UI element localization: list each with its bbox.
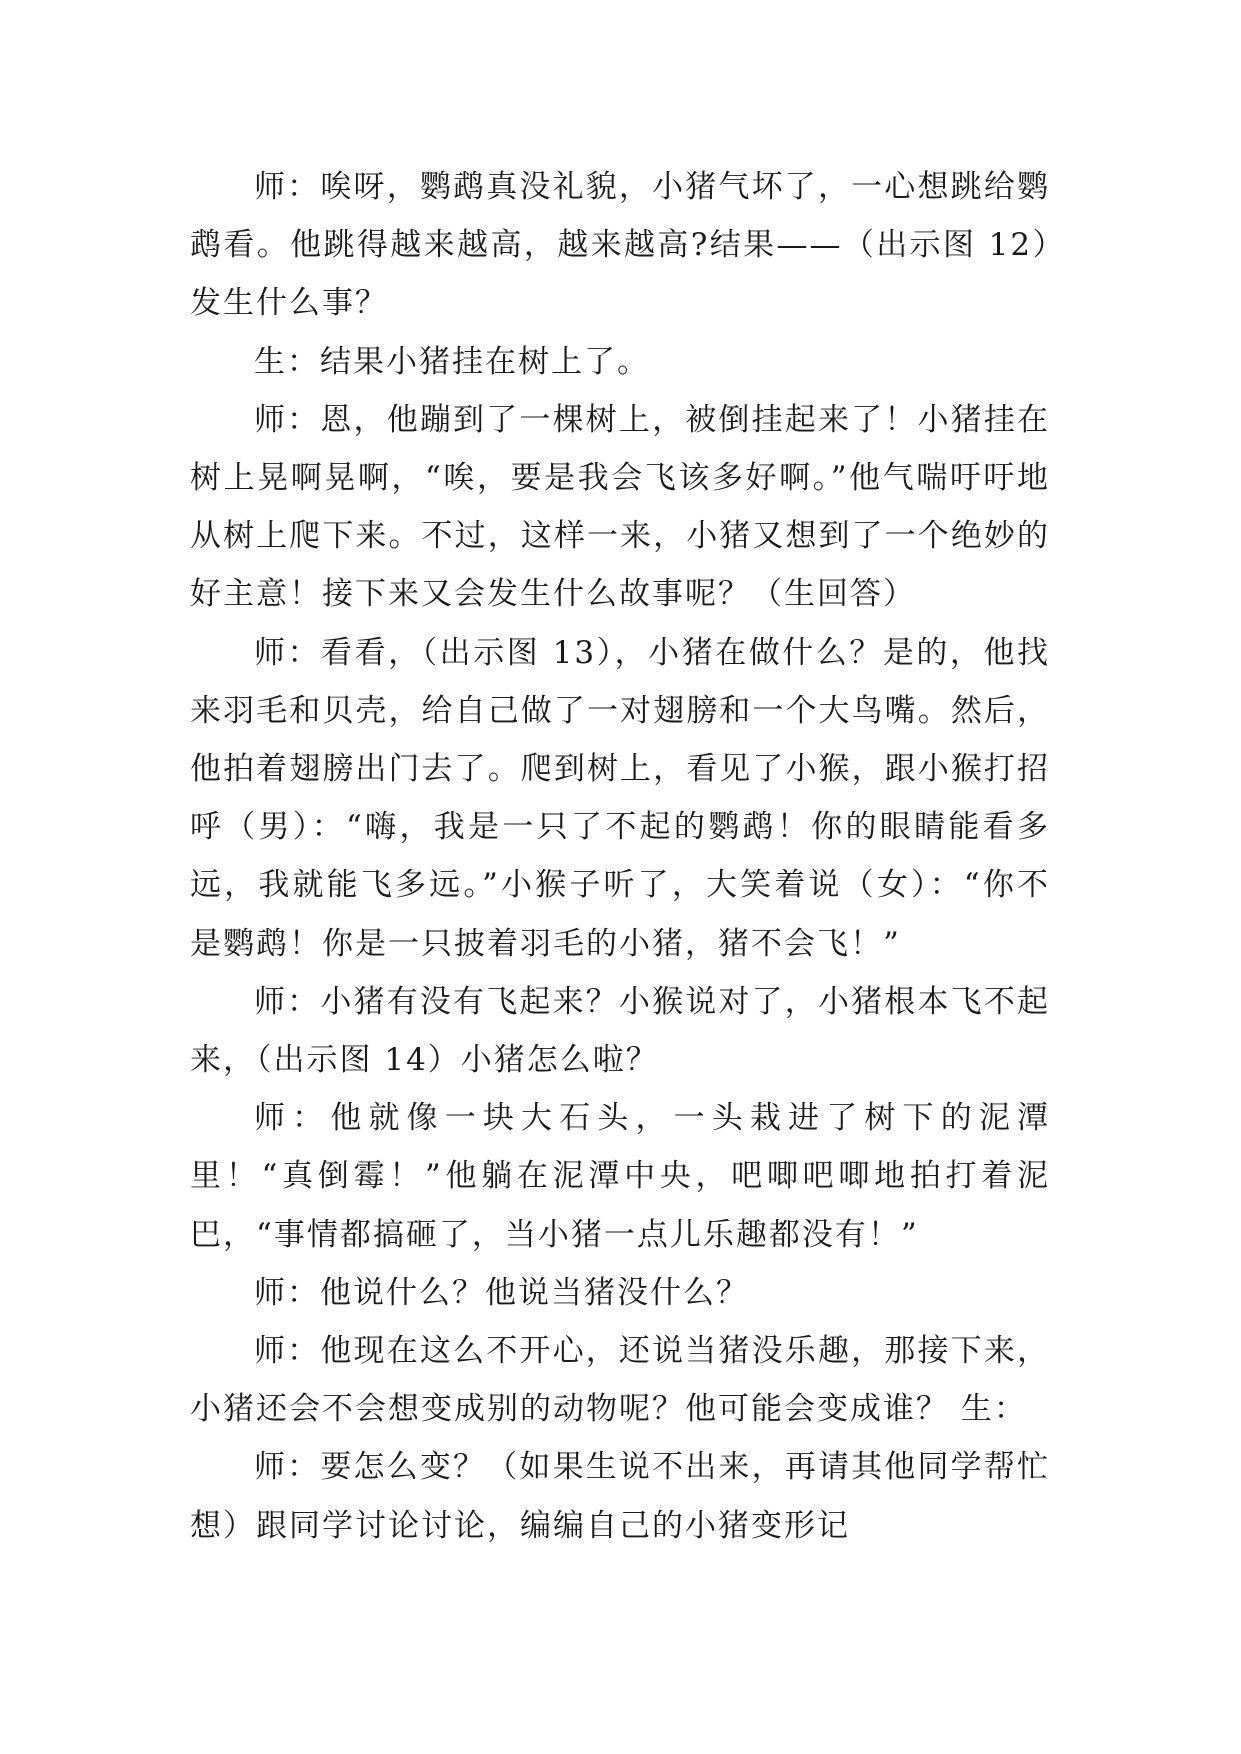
paragraph-9: 师：要怎么变？（如果生说不出来，再请其他同学帮忙想）跟同学讨论讨论，编编自己的小猪变形记 <box>190 1449 1050 1544</box>
paragraph-1: 师：唉呀，鹦鹉真没礼貌，小猪气坏了，一心想跳给鹦鹉看。他跳得越来越高，越来越高?结果——（出示图 12）发生什么事？ <box>190 169 1050 322</box>
paragraph-6: 师：他就像一块大石头，一头栽进了树下的泥潭里！“真倒霉！”他躺在泥潭中央，吧唧吧唧地拍打着泥巴，“事情都搞砸了，当小猪一点儿乐趣都没有！” <box>190 1100 1050 1253</box>
paragraph-7: 师：他说什么？他说当猪没什么？ <box>254 1274 749 1311</box>
paragraph-4: 师：看看，（出示图 13），小猪在做什么？是的，他找来羽毛和贝壳，给自己做了一对翅膀和一个大鸟嘴。然后，他拍着翅膀出门去了。爬到树上，看见了小猴，跟小猴打招呼（男）：“嗨，我是一只了不起的鹦鹉！你的眼睛能看多远，我就能飞多远。”小猴子听了，大笑着说（女）：“你不是鹦鹉！你是一只披着羽毛的小猪，猪不会飞！” <box>190 634 1050 962</box>
paragraph-8: 师：他现在这么不开心，还说当猪没乐趣，那接下来，小猪还会不会想变成别的动物呢？他可能会变成谁？ 生： <box>190 1333 1050 1428</box>
paragraph-2: 生：结果小猪挂在树上了。 <box>254 343 650 380</box>
document-body <box>190 158 1050 1555</box>
paragraph-5: 师：小猪有没有飞起来？小猴说对了，小猪根本飞不起来，（出示图 14）小猪怎么啦？ <box>190 983 1050 1079</box>
paragraph-3: 师：恩，他蹦到了一棵树上，被倒挂起来了！小猪挂在树上晃啊晃啊，“唉，要是我会飞该多好啊。”他气喘吁吁地从树上爬下来。不过，这样一来，小猪又想到了一个绝妙的好主意！接下来又会发生什么故事呢？（生回答） <box>190 401 1050 613</box>
